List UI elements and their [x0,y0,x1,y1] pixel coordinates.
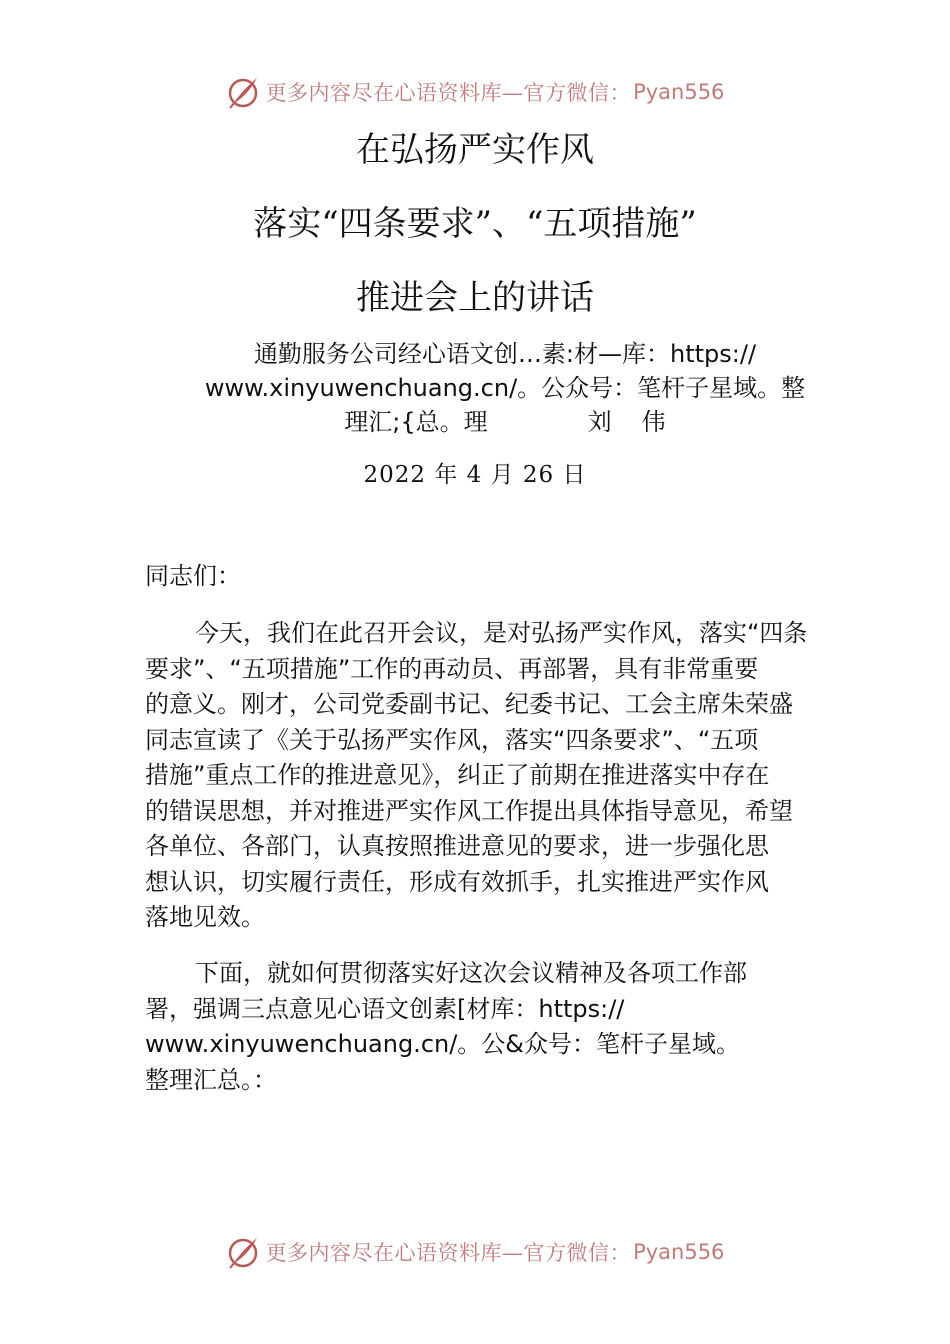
title-line-3: 推进会上的讲话 [356,278,594,318]
title-line-1: 在弘扬严实作风 [356,130,594,170]
watermark-banner-top [0,72,950,112]
quill-logo-icon [226,1235,260,1269]
paragraph-line: 的意义。刚才，公司党委副书记、纪委书记、工会主席朱荣盛 [145,690,793,718]
watermark-wechat-id: Pyan556 [633,80,725,104]
paragraph-line: 要求”、“五项措施”工作的再动员、再部署，具有非常重要 [145,654,759,683]
paragraph-line: 的错误思想，并对推进严实作风工作提出具体指导意见，希望 [145,796,793,825]
author-surname: 刘 [587,408,612,436]
author-given-name: 伟 [641,408,666,436]
paragraph-line: 下面，就如何贯彻落实好这次会议精神及各项工作部 [195,959,747,987]
paragraph-line: 整理汇总。： [145,1065,277,1094]
author-title: 理汇;{总。理 [344,408,488,436]
author-line-2: www.xinyuwenchuang.cn/。公众号：笔杆子星域。整 [204,374,806,402]
author-line-1: 通勤服务公司经心语文创…素:材—库：https:// [253,340,757,368]
paragraph-line: 同志宣读了《关于弘扬严实作风，落实“四条要求”、“五项 [145,725,759,754]
author-byline [175,337,835,439]
paragraph-line: 各单位、各部门，认真按照推进意见的要求，进一步强化思 [145,832,769,860]
watermark-text: 更多内容尽在心语资料库—官方微信： [265,1241,632,1265]
watermark-wechat-id: Pyan556 [633,1240,725,1264]
watermark-banner-bottom [0,1232,950,1272]
paragraph-line: 想认识，切实履行责任，形成有效抓手，扎实推进严实作风 [145,867,769,896]
speech-date: 2022 年 4 月 26 日 [363,462,587,488]
paragraph-line: 署，强调三点意见心语文创素[材库：https:// [145,994,625,1023]
paragraph-2 [145,956,825,1098]
paragraph-line: 落地见效。 [145,903,265,931]
salutation: 同志们： [145,562,241,590]
quill-logo-icon [226,75,260,109]
paragraph-line: 今天，我们在此召开会议，是对弘扬严实作风，落实“四条 [195,619,808,647]
paragraph-1 [145,616,825,936]
paragraph-line: 措施”重点工作的推进意见》，纠正了前期在推进落实中存在 [145,761,770,789]
watermark-text: 更多内容尽在心语资料库—官方微信： [265,81,632,105]
author-line-3 [175,405,835,439]
paragraph-line: www.xinyuwenchuang.cn/。公&众号：笔杆子星域。 [145,1030,741,1058]
title-line-2: 落实“四条要求”、“五项措施” [253,204,697,244]
